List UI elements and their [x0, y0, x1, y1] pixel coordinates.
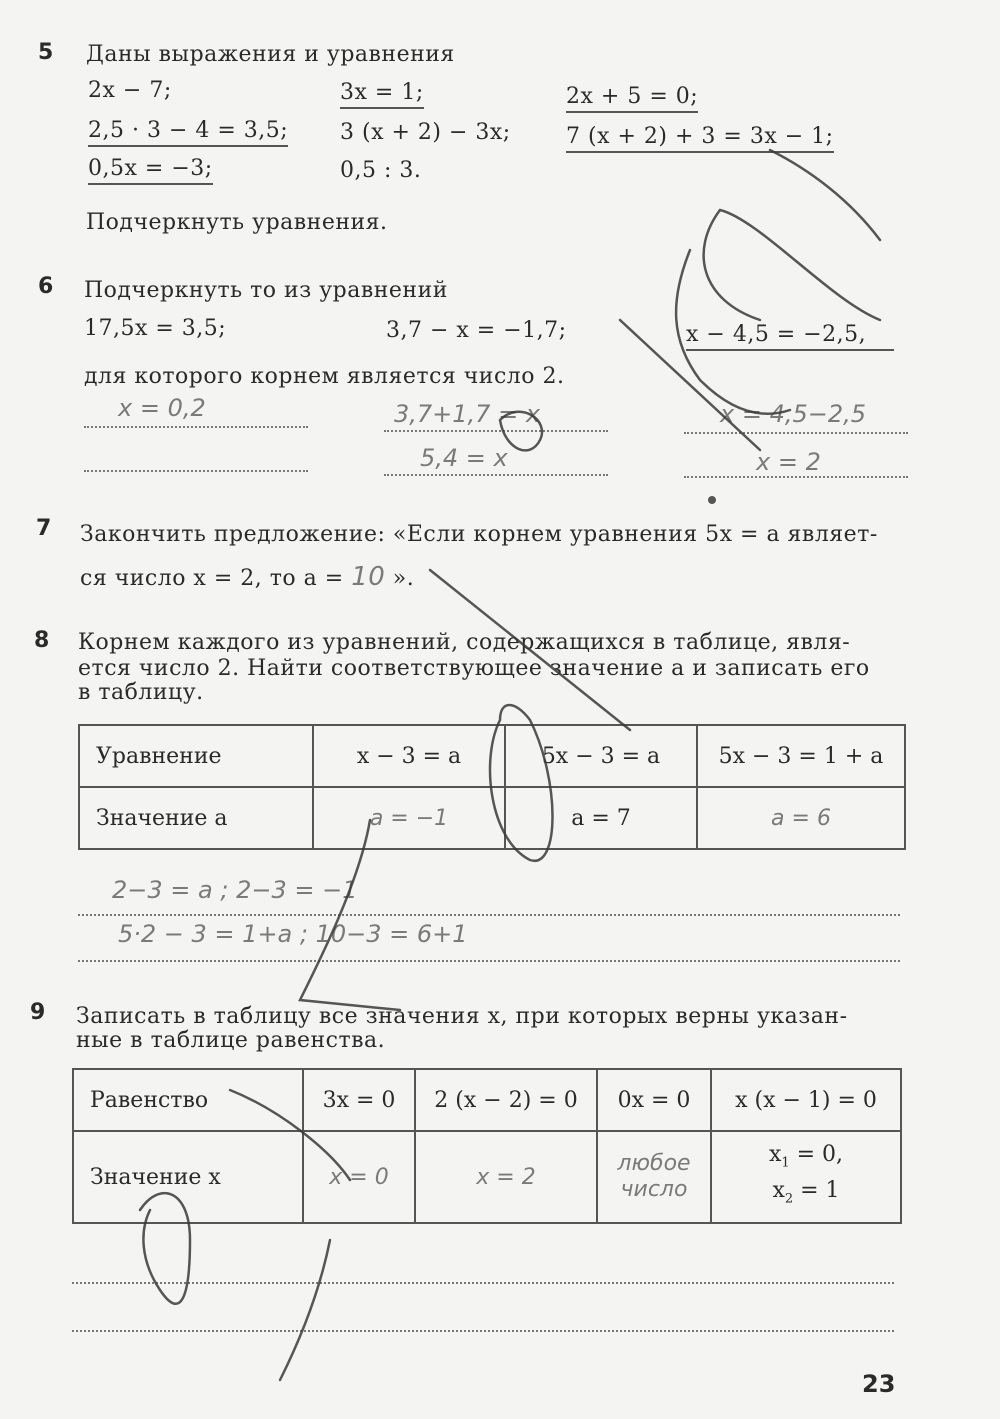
task-6-eq-1: 17,5x = 3,5;: [84, 316, 227, 341]
equation-4: 2,5 · 3 − 4 = 3,5;: [88, 118, 288, 147]
task-8-number: 8: [34, 628, 50, 653]
handwritten-text: число: [620, 1177, 688, 1202]
equation-2: 3x = 1;: [340, 80, 424, 109]
task-8-line-2: ется число 2. Найти соответствующее значение a и записать его: [78, 656, 870, 681]
table-header-cell: Равенство: [73, 1069, 303, 1131]
answer-line: [84, 470, 308, 472]
table-header-cell: Уравнение: [79, 725, 313, 787]
answer-line: [72, 1282, 894, 1284]
table-header-cell: Значение a: [79, 787, 313, 849]
answer-line: [684, 476, 908, 478]
task-8-line-3: в таблицу.: [78, 680, 204, 705]
answer-line: [384, 430, 608, 432]
table-cell-handwritten: x = 0: [303, 1131, 415, 1223]
handwritten-work: x = 4,5−2,5: [720, 400, 867, 428]
table-cell: [711, 1131, 901, 1223]
table-cell: 2 (x − 2) = 0: [415, 1069, 597, 1131]
handwritten-answer: 10: [351, 562, 386, 592]
table-cell-handwritten: a = 6: [697, 787, 905, 849]
task-5-title: Даны выражения и уравнения: [86, 42, 455, 67]
table-cell-handwritten: x = 2: [415, 1131, 597, 1223]
answer-line: [684, 432, 908, 434]
table-cell: 3x = 0: [303, 1069, 415, 1131]
task-9-line-1: Записать в таблицу все значения x, при которых верны указан-: [76, 1004, 848, 1029]
table-cell: x (x − 1) = 0: [711, 1069, 901, 1131]
task-7-text: ся число x = 2, то a =: [80, 566, 344, 591]
task-7-number: 7: [36, 516, 52, 541]
handwritten-work: 5·2 − 3 = 1+a ; 10−3 = 6+1: [118, 920, 468, 948]
answer-line: [84, 426, 308, 428]
root-1: $x_1 = 0$,: [768, 1141, 844, 1170]
table-cell: 0x = 0: [597, 1069, 711, 1131]
equation-6: 7 (x + 2) + 3 = 3x − 1;: [566, 124, 834, 153]
table-cell-handwritten: a = −1: [313, 787, 505, 849]
task-9-number: 9: [30, 1000, 46, 1025]
page-number: 23: [862, 1370, 896, 1398]
table-row: [79, 787, 905, 849]
task-9-table: [72, 1068, 902, 1224]
equation-3: 2x + 5 = 0;: [566, 84, 698, 113]
answer-line: [384, 474, 608, 476]
table-header-cell: Значение x: [73, 1131, 303, 1223]
table-cell: x − 3 = a: [313, 725, 505, 787]
task-6-title: Подчеркнуть то из уравнений: [84, 278, 448, 303]
task-6-eq-3: x − 4,5 = −2,5,: [686, 322, 894, 351]
task-9-line-2: ные в таблице равенства.: [76, 1028, 386, 1053]
answer-line: [78, 914, 900, 916]
task-7-text-end: ».: [392, 566, 415, 591]
scribble-stroke: [704, 210, 880, 320]
handwritten-work: 3,7+1,7 = x: [394, 400, 541, 428]
table-cell: 5x − 3 = a: [505, 725, 697, 787]
table-row: [79, 725, 905, 787]
table-row: [73, 1131, 901, 1223]
root-2: $x_2 = 1$: [772, 1178, 840, 1207]
task-8-line-1: Корнем каждого из уравнений, содержащихся в таблице, явля-: [78, 630, 851, 655]
handwritten-work: 5,4 = x: [420, 444, 508, 472]
handwritten-answer: x = 2: [756, 448, 821, 476]
handwritten-work: 2−3 = a ; 2−3 = −1: [112, 876, 358, 904]
pencil-dot: [708, 496, 716, 504]
scribble-stroke: [770, 150, 880, 240]
table-row: [73, 1069, 901, 1131]
task-5-number: 5: [38, 40, 54, 65]
task-8-table: [78, 724, 906, 850]
expr-1: 2x − 7;: [88, 78, 172, 103]
table-cell: a = 7: [505, 787, 697, 849]
table-cell: 5x − 3 = 1 + a: [697, 725, 905, 787]
table-cell-handwritten: [597, 1131, 711, 1223]
task-7-line-2: [80, 562, 414, 592]
expr-8: 0,5 : 3.: [340, 158, 422, 183]
task-6-eq-2: 3,7 − x = −1,7;: [386, 318, 567, 343]
equation-7: 0,5x = −3;: [88, 156, 213, 185]
handwritten-answer: x = 0,2: [118, 394, 206, 422]
task-5-instruction: Подчеркнуть уравнения.: [86, 210, 388, 235]
answer-line: [78, 960, 900, 962]
handwritten-text: любое: [617, 1151, 691, 1176]
answer-line: [72, 1330, 894, 1332]
task-7-line-1: Закончить предложение: «Если корнем уравнения 5x = a являет-: [80, 522, 878, 547]
task-6-number: 6: [38, 274, 54, 299]
expr-5: 3 (x + 2) − 3x;: [340, 120, 511, 145]
scribble-stroke: [280, 1240, 330, 1380]
task-6-subtitle: для которого корнем является число 2.: [84, 364, 565, 389]
